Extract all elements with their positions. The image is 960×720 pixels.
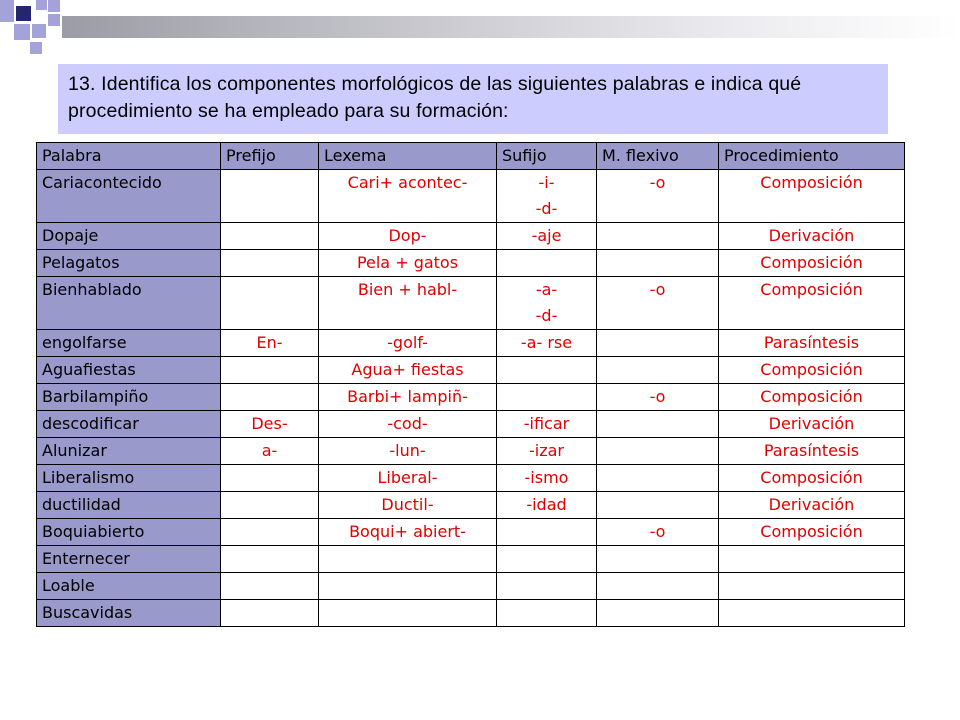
sufijo-part: -a-: [535, 280, 558, 299]
cell-sufijo: [497, 573, 597, 600]
cell-procedimiento: Composición: [719, 384, 905, 411]
cell-flexivo: [597, 546, 719, 573]
cell-flexivo: [597, 330, 719, 357]
cell-prefijo: [221, 546, 319, 573]
cell-sufijo: [497, 519, 597, 546]
decorative-square: [30, 42, 42, 54]
sufijo-part: -idad: [526, 495, 567, 514]
cell-lexema: -cod-: [319, 411, 497, 438]
cell-sufijo: [497, 411, 597, 438]
cell-palabra: Liberalismo: [37, 465, 221, 492]
header-lexema: Lexema: [319, 143, 497, 170]
table-header-row: [37, 143, 905, 170]
cell-procedimiento: [719, 573, 905, 600]
cell-prefijo: [221, 465, 319, 492]
decorative-square: [36, 0, 47, 10]
cell-sufijo: [497, 600, 597, 627]
cell-palabra: Alunizar: [37, 438, 221, 465]
table-row: [37, 546, 905, 573]
cell-palabra: Boquiabierto: [37, 519, 221, 546]
cell-prefijo: [221, 250, 319, 277]
cell-lexema: Dop-: [319, 223, 497, 250]
cell-flexivo: [597, 438, 719, 465]
table-row: [37, 519, 905, 546]
cell-lexema: Ductil-: [319, 492, 497, 519]
table-row: [37, 250, 905, 277]
cell-sufijo: [497, 465, 597, 492]
cell-palabra: Barbilampiño: [37, 384, 221, 411]
table-row: [37, 223, 905, 250]
sufijo-part: -i-: [538, 173, 555, 192]
table-row: [37, 170, 905, 223]
cell-flexivo: [597, 600, 719, 627]
table-row: [37, 357, 905, 384]
cell-lexema: Cari+ acontec-: [319, 170, 497, 223]
cell-procedimiento: Parasíntesis: [719, 438, 905, 465]
cell-sufijo: [497, 492, 597, 519]
cell-flexivo: [597, 411, 719, 438]
cell-procedimiento: [719, 546, 905, 573]
cell-prefijo: [221, 492, 319, 519]
decorative-square: [16, 6, 31, 21]
header-sufijo: Sufijo: [497, 143, 597, 170]
cell-procedimiento: Composición: [719, 465, 905, 492]
cell-flexivo: [597, 250, 719, 277]
cell-palabra: Bienhablado: [37, 277, 221, 330]
cell-prefijo: [221, 277, 319, 330]
cell-prefijo: [221, 573, 319, 600]
header-procedimiento: Procedimiento: [719, 143, 905, 170]
sufijo-part: -ismo: [524, 468, 569, 487]
cell-sufijo: [497, 170, 597, 223]
cell-procedimiento: Parasíntesis: [719, 330, 905, 357]
cell-palabra: Aguafiestas: [37, 357, 221, 384]
cell-procedimiento: Composición: [719, 519, 905, 546]
cell-prefijo: [221, 223, 319, 250]
cell-flexivo: [597, 465, 719, 492]
decorative-gradient-bar: [62, 16, 960, 38]
cell-procedimiento: Composición: [719, 277, 905, 330]
cell-procedimiento: Composición: [719, 170, 905, 223]
cell-procedimiento: Derivación: [719, 492, 905, 519]
cell-sufijo: [497, 250, 597, 277]
cell-procedimiento: Composición: [719, 250, 905, 277]
table-row: [37, 277, 905, 330]
cell-prefijo: [221, 384, 319, 411]
table-row: [37, 411, 905, 438]
cell-procedimiento: Derivación: [719, 411, 905, 438]
cell-palabra: Buscavidas: [37, 600, 221, 627]
cell-flexivo: -o: [597, 519, 719, 546]
cell-prefijo: [221, 600, 319, 627]
cell-palabra: Cariacontecido: [37, 170, 221, 223]
header-prefijo: Prefijo: [221, 143, 319, 170]
cell-flexivo: -o: [597, 170, 719, 223]
sufijo-part: -ificar: [523, 414, 570, 433]
cell-lexema: [319, 600, 497, 627]
table-row: [37, 465, 905, 492]
decorative-square: [0, 0, 14, 22]
cell-procedimiento: Composición: [719, 357, 905, 384]
cell-procedimiento: [719, 600, 905, 627]
cell-lexema: [319, 546, 497, 573]
cell-prefijo: En-: [221, 330, 319, 357]
cell-flexivo: [597, 492, 719, 519]
cell-palabra: Loable: [37, 573, 221, 600]
cell-palabra: Dopaje: [37, 223, 221, 250]
decorative-square: [48, 14, 60, 26]
morphology-table: [36, 142, 905, 627]
sufijo-part: -d-: [535, 306, 558, 325]
cell-sufijo: [497, 330, 597, 357]
cell-prefijo: a-: [221, 438, 319, 465]
sufijo-part: -izar: [529, 441, 564, 460]
cell-sufijo: [497, 357, 597, 384]
cell-lexema: -golf-: [319, 330, 497, 357]
cell-prefijo: [221, 519, 319, 546]
sufijo-part: -aje: [531, 226, 562, 245]
cell-sufijo: [497, 277, 597, 330]
table-row: [37, 330, 905, 357]
cell-prefijo: [221, 357, 319, 384]
cell-flexivo: [597, 573, 719, 600]
cell-sufijo: [497, 546, 597, 573]
cell-lexema: [319, 573, 497, 600]
cell-flexivo: [597, 223, 719, 250]
cell-lexema: Agua+ fiestas: [319, 357, 497, 384]
table-row: [37, 438, 905, 465]
cell-lexema: Barbi+ lampiñ-: [319, 384, 497, 411]
cell-sufijo: [497, 223, 597, 250]
sufijo-part: -d-: [535, 199, 558, 218]
cell-procedimiento: Derivación: [719, 223, 905, 250]
cell-lexema: Bien + habl-: [319, 277, 497, 330]
cell-lexema: Pela + gatos: [319, 250, 497, 277]
cell-lexema: Liberal-: [319, 465, 497, 492]
header-flexivo: M. flexivo: [597, 143, 719, 170]
cell-flexivo: [597, 357, 719, 384]
cell-palabra: descodificar: [37, 411, 221, 438]
table-body: [37, 170, 905, 627]
cell-lexema: Boqui+ abiert-: [319, 519, 497, 546]
decorative-square: [48, 0, 60, 12]
decorative-square: [32, 24, 46, 38]
cell-sufijo: [497, 438, 597, 465]
cell-palabra: Enternecer: [37, 546, 221, 573]
cell-flexivo: -o: [597, 384, 719, 411]
sufijo-part: -a- rse: [520, 333, 573, 352]
table-row: [37, 492, 905, 519]
cell-sufijo: [497, 384, 597, 411]
cell-lexema: -lun-: [319, 438, 497, 465]
header-palabra: Palabra: [37, 143, 221, 170]
cell-palabra: engolfarse: [37, 330, 221, 357]
cell-palabra: ductilidad: [37, 492, 221, 519]
cell-flexivo: -o: [597, 277, 719, 330]
table-row: [37, 573, 905, 600]
table-row: [37, 384, 905, 411]
decorative-square: [14, 24, 30, 40]
table-row: [37, 600, 905, 627]
exercise-title: 13. Identifica los componentes morfológicos de las siguientes palabras e indica qué procedimiento se ha empleado para su formación:: [58, 64, 888, 134]
cell-palabra: Pelagatos: [37, 250, 221, 277]
cell-prefijo: [221, 170, 319, 223]
cell-prefijo: Des-: [221, 411, 319, 438]
